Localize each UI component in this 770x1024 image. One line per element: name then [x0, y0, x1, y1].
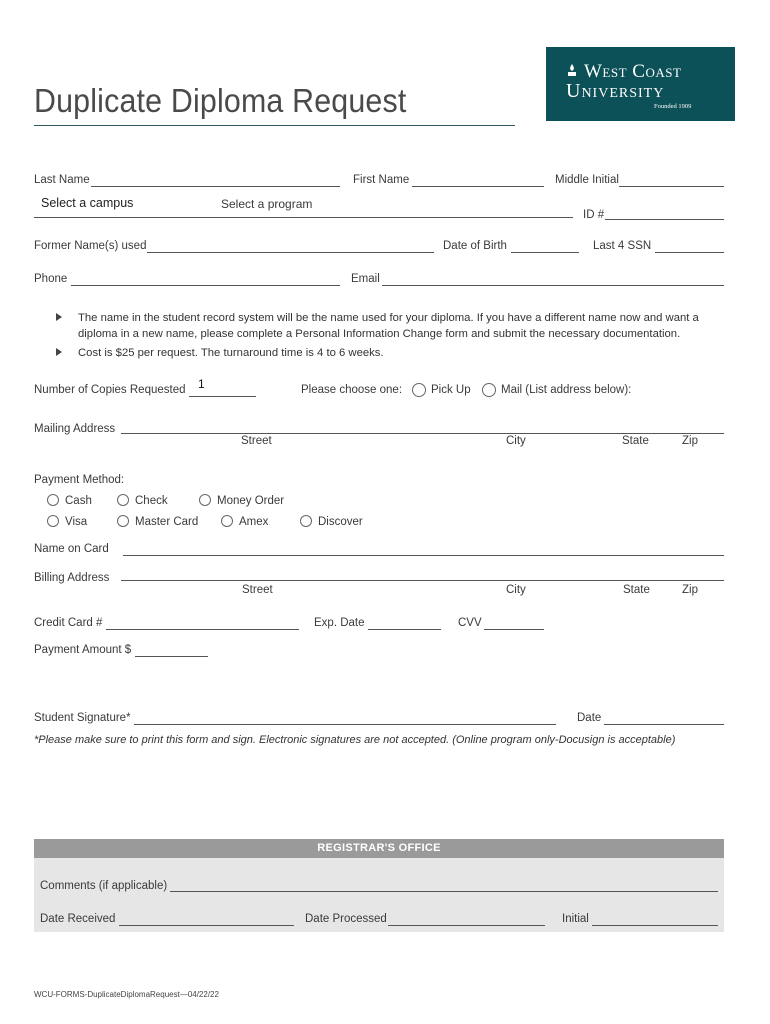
visa-label: Visa: [65, 516, 88, 528]
master-card-radio[interactable]: [117, 515, 129, 527]
date-received-label: Date Received: [40, 913, 116, 925]
mailing-zip-caption: Zip: [682, 435, 698, 447]
former-names-field[interactable]: [147, 252, 434, 253]
email-label: Email: [351, 273, 380, 285]
exp-date-label: Exp. Date: [314, 617, 365, 629]
bullet-line-1: The name in the student record system will be the name used for your diploma. If you have a different name now and want a: [78, 312, 699, 324]
billing-zip-caption: Zip: [682, 584, 698, 596]
mailing-address-field[interactable]: [121, 433, 724, 434]
form-id-footer: WCU-FORMS-DuplicateDiplomaRequest—04/22/22: [34, 990, 219, 999]
email-field[interactable]: [382, 285, 724, 286]
title-rule: [34, 125, 515, 126]
mailing-street-caption: Street: [241, 435, 272, 447]
dob-label: Date of Birth: [443, 240, 507, 252]
first-name-field[interactable]: [412, 186, 544, 187]
campus-select[interactable]: Select a campus: [41, 196, 134, 210]
middle-initial-field[interactable]: [619, 186, 724, 187]
mailing-address-label: Mailing Address: [34, 423, 116, 435]
name-on-card-field[interactable]: [123, 555, 724, 556]
mailing-city-caption: City: [506, 435, 526, 447]
payment-amount-field[interactable]: [135, 656, 208, 657]
initial-label: Initial: [562, 913, 589, 925]
signature-date-field[interactable]: [604, 724, 724, 725]
check-label: Check: [135, 495, 168, 507]
signature-field[interactable]: [134, 724, 556, 725]
bullet-name-notice: [78, 310, 728, 342]
lamp-icon: [566, 64, 578, 78]
logo-founded: Founded 1909: [654, 103, 692, 110]
program-select[interactable]: Select a program: [221, 197, 313, 211]
registrar-header: REGISTRAR'S OFFICE: [34, 839, 724, 858]
bullet-cost: Cost is $25 per request. The turnaround time is 4 to 6 weeks.: [78, 347, 384, 359]
last-name-field[interactable]: [91, 186, 340, 187]
bullet-arrow-icon: [56, 348, 62, 356]
date-processed-field[interactable]: [388, 925, 545, 926]
signature-label: Student Signature*: [34, 712, 131, 724]
signature-date-label: Date: [577, 712, 602, 724]
credit-card-field[interactable]: [106, 629, 299, 630]
cash-radio[interactable]: [47, 494, 59, 506]
first-name-label: First Name: [353, 174, 410, 186]
billing-street-caption: Street: [242, 584, 273, 596]
billing-state-caption: State: [623, 584, 650, 596]
id-field[interactable]: [605, 219, 724, 220]
discover-radio[interactable]: [300, 515, 312, 527]
page-title: Duplicate Diploma Request: [34, 82, 407, 119]
signature-note: *Please make sure to print this form and sign. Electronic signatures are not accepted. (Online program only-Docusign is acceptable): [34, 734, 676, 746]
check-radio[interactable]: [117, 494, 129, 506]
copies-value[interactable]: 1: [198, 377, 205, 391]
mail-label: Mail (List address below):: [501, 384, 632, 396]
credit-card-label: Credit Card #: [34, 617, 103, 629]
ssn-label: Last 4 SSN: [593, 240, 652, 252]
choose-label: Please choose one:: [301, 384, 403, 396]
former-names-label: Former Name(s) used: [34, 240, 147, 252]
billing-address-field[interactable]: [121, 580, 724, 581]
mail-radio[interactable]: [482, 383, 496, 397]
mailing-state-caption: State: [622, 435, 649, 447]
ssn-field[interactable]: [655, 252, 724, 253]
money-order-label: Money Order: [217, 495, 285, 507]
cvv-field[interactable]: [484, 629, 544, 630]
bullet-line-2: diploma in a new name, please complete a Personal Information Change form and submit the necessary documentation.: [78, 328, 681, 340]
billing-city-caption: City: [506, 584, 526, 596]
money-order-radio[interactable]: [199, 494, 211, 506]
amex-radio[interactable]: [221, 515, 233, 527]
exp-date-field[interactable]: [368, 629, 441, 630]
phone-label: Phone: [34, 273, 68, 285]
middle-initial-label: Middle Initial: [555, 174, 619, 186]
pickup-radio[interactable]: [412, 383, 426, 397]
date-processed-label: Date Processed: [305, 913, 387, 925]
phone-field[interactable]: [71, 285, 340, 286]
discover-label: Discover: [318, 516, 363, 528]
cash-label: Cash: [65, 495, 92, 507]
last-name-label: Last Name: [34, 174, 90, 186]
pickup-label: Pick Up: [431, 384, 471, 396]
cvv-label: CVV: [458, 617, 482, 629]
visa-radio[interactable]: [47, 515, 59, 527]
dob-field[interactable]: [511, 252, 579, 253]
bullet-arrow-icon: [56, 313, 62, 321]
comments-label: Comments (if applicable): [40, 880, 168, 892]
logo-line-1: West Coast: [584, 61, 682, 82]
id-label: ID #: [583, 209, 605, 221]
logo-line-2: University: [566, 80, 665, 102]
payment-method-label: Payment Method:: [34, 474, 125, 486]
university-logo: [546, 47, 735, 121]
copies-label: Number of Copies Requested: [34, 384, 186, 396]
initial-field[interactable]: [592, 925, 718, 926]
date-received-field[interactable]: [119, 925, 294, 926]
comments-field[interactable]: [170, 891, 718, 892]
billing-address-label: Billing Address: [34, 572, 110, 584]
master-card-label: Master Card: [135, 516, 199, 528]
campus-program-line: [34, 217, 573, 218]
copies-field[interactable]: [189, 396, 256, 397]
name-on-card-label: Name on Card: [34, 543, 109, 555]
payment-amount-label: Payment Amount $: [34, 644, 132, 656]
amex-label: Amex: [239, 516, 269, 528]
